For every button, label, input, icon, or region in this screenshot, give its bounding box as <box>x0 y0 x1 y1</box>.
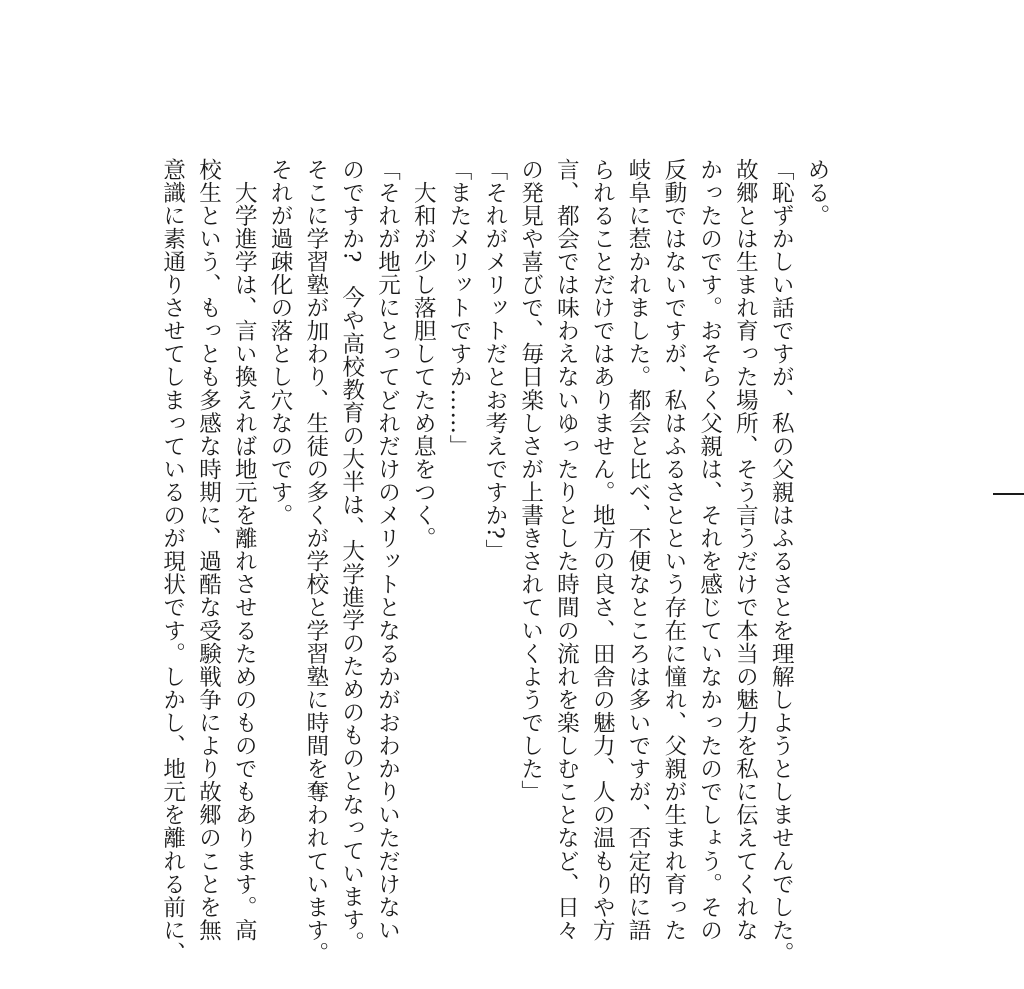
text-line: 岐阜に惹かれました。都会と比べ、不便なところは多いですが、否定的に語 <box>625 158 652 942</box>
text-line: られることだけではありません。地方の良さ、田舎の魅力、人の温もりや方 <box>589 158 616 942</box>
text-line: 「またメリットですか……」 <box>446 158 473 458</box>
text-line: 故郷とは生まれ育った場所、そう言うだけで本当の魅力を私に伝えてくれな <box>732 158 759 942</box>
text-line: それが過疎化の落とし穴なのです。 <box>267 158 294 527</box>
text-line: 意識に素通りさせてしまっているのが現状です。しかし、地元を離れる前に、 <box>159 158 186 965</box>
text-line: かったのです。おそらく父親は、それを感じていなかったのでしょう。その <box>696 158 723 942</box>
text-line: 大和が少し落胆してため息をつく。 <box>410 158 437 550</box>
text-line: 言、都会では味わえないゆったりとした時間の流れを楽しむことなど、日々 <box>553 158 580 942</box>
page-edge-line <box>993 493 1024 495</box>
text-line: の発見や喜びで、毎日楽しさが上書きされていくようでした」 <box>517 158 544 804</box>
text-line: 校生という、もっとも多感な時期に、過酷な受験戦争により故郷のことを無 <box>195 158 222 942</box>
text-line: 「それがメリットだとお考えですか?」 <box>481 158 508 563</box>
text-line: 「恥ずかしい話ですが、私の父親はふるさとを理解しようとしませんでした。 <box>768 158 795 965</box>
text-line: 「それが地元にとってどれだけのメリットとなるかがおわかりいただけない <box>374 158 401 942</box>
text-line: める。 <box>804 158 830 228</box>
text-line: 大学進学は、言い換えれば地元を離れさせるためのものでもあります。高 <box>231 158 258 942</box>
vertical-text-body <box>154 158 834 965</box>
text-line: のですか? 今や高校教育の大半は、大学進学のためのものとなっています。 <box>338 158 365 955</box>
text-line: そこに学習塾が加わり、生徒の多くが学校と学習塾に時間を奪われています。 <box>302 158 329 965</box>
text-line: 反動ではないですが、私はふるさとという存在に憧れ、父親が生まれ育った <box>660 158 687 942</box>
